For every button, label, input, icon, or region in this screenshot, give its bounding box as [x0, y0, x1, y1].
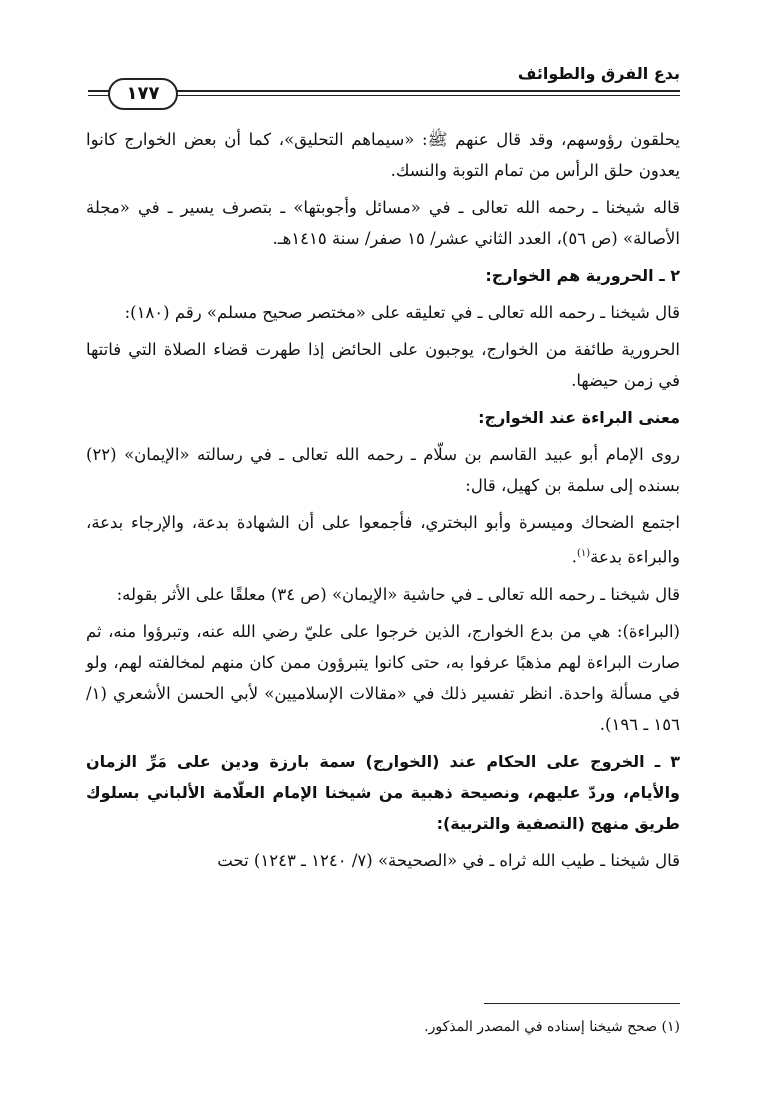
footnote: (١) صحح شيخنا إسناده في المصدر المذكور. [424, 1019, 680, 1035]
paragraph: (البراءة): هي من بدع الخوارج، الذين خرجوا على عليّ رضي الله عنه، وتبرؤوا منه، ثم صارت البراءة لهم مذهبًا عرفوا به، حتى كانوا يتبرؤون ممن كان منهم لمخالفته لهم، ولو في مسألة واحدة. انظر تفسير ذلك في «مقالات الإسلاميين» لأبي الحسن الأشعري (١/ ١٥٦ ـ ١٩٦). [86, 621, 680, 734]
paragraph: روى الإمام أبو عبيد القاسم بن سلّام ـ رحمه الله تعالى ـ في رسالته «الإيمان» (٢٢) بسنده إلى سلمة بن كهيل، قال: [86, 445, 680, 495]
running-header [88, 62, 680, 110]
paragraph: الحرورية طائفة من الخوارج، يوجبون على الحائض إذا طهرت قضاء الصلاة التي فاتتها في زمن حيضها. [86, 340, 680, 390]
paragraph-end: . [571, 547, 577, 567]
main-text [86, 124, 680, 882]
page-number: ١٧٧ [108, 78, 178, 110]
paragraph: يحلقون رؤوسهم، وقد قال عنهم ﷺ: «سيماهم التحليق»، كما أن بعض الخوارج كانوا يعدون حلق الرأس من تمام التوبة والنسك. [86, 130, 680, 180]
footnote-marker[interactable]: (١) [576, 548, 591, 559]
section-heading: ٣ ـ الخروج على الحكام عند (الخوارج) سمة بارزة ودين على مَرِّ الزمان والأيام، وردّ عليهم، ونصيحة ذهبية من شيخنا الإمام العلّامة الألباني بسلوك طريق منهج (التصفية والتربية): [86, 751, 680, 833]
footnote-separator [484, 1003, 680, 1004]
section-heading: معنى البراءة عند الخوارج: [478, 408, 680, 427]
paragraph: قاله شيخنا ـ رحمه الله تعالى ـ في «مسائل وأجوبتها» ـ بتصرف يسير ـ في «مجلة الأصالة» (ص ٥٦)، العدد الثاني عشر/ ١٥ صفر/ سنة ١٤١٥هـ. [86, 198, 680, 248]
paragraph: قال شيخنا ـ طيب الله ثراه ـ في «الصحيحة» (٧/ ١٢٤٠ ـ ١٢٤٣) تحت [217, 850, 680, 870]
paragraph: قال شيخنا ـ رحمه الله تعالى ـ في حاشية «الإيمان» (ص ٣٤) معلقًا على الأثر بقوله: [116, 584, 680, 604]
running-title: بدع الفرق والطوائف [517, 64, 680, 83]
section-heading: ٢ ـ الحرورية هم الخوارج: [485, 266, 680, 285]
paragraph-text: اجتمع الضحاك وميسرة وأبو البختري، فأجمعوا على أن الشهادة بدعة، والإرجاء بدعة، والبراءة بدعة [86, 513, 680, 567]
paragraph [86, 507, 680, 573]
paragraph: قال شيخنا ـ رحمه الله تعالى ـ في تعليقه على «مختصر صحيح مسلم» رقم (١٨٠): [124, 303, 680, 322]
